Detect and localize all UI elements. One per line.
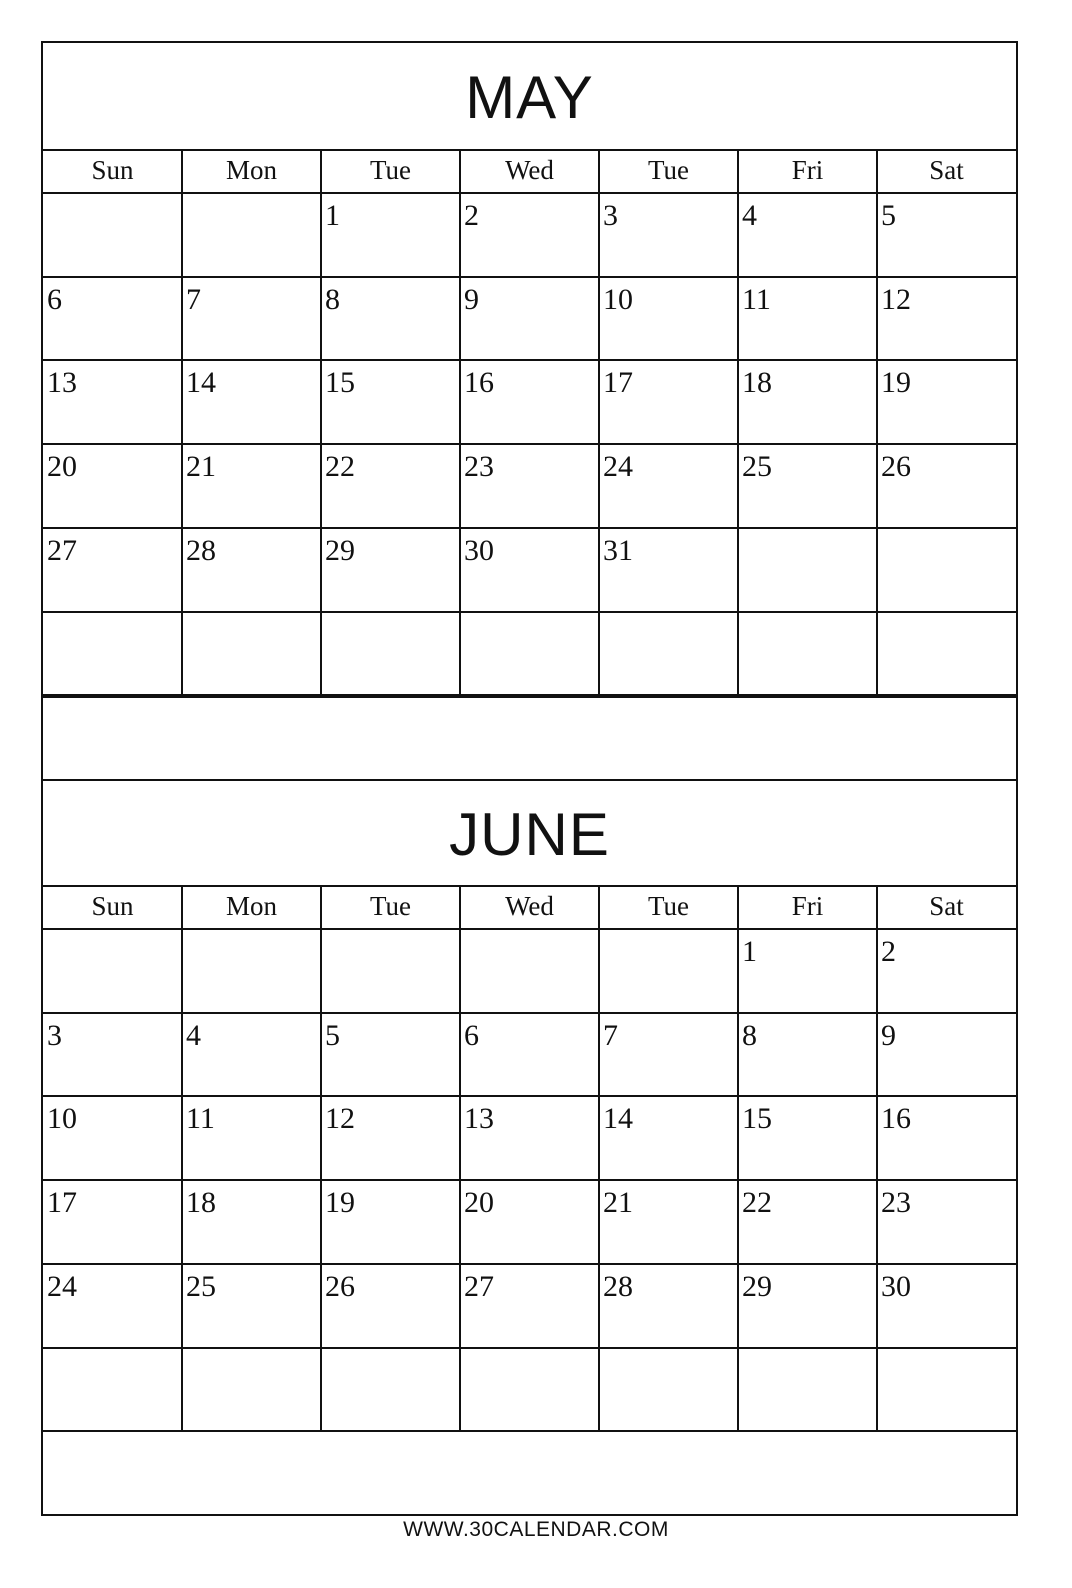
- june-day-cell: 5: [325, 1019, 340, 1052]
- may-day-cell: 17: [603, 366, 633, 399]
- may-day-cell: 19: [881, 366, 911, 399]
- june-weekday-header: Mon: [225, 891, 277, 921]
- may-day-cell: 14: [186, 366, 216, 399]
- may-header-top-line: [43, 149, 1016, 151]
- may-header-bottom-line: [43, 192, 1016, 194]
- june-day-cell: 12: [325, 1102, 355, 1135]
- june-column-line: [737, 885, 739, 1431]
- may-day-cell: 4: [742, 199, 757, 232]
- june-weekday-header: Fri: [791, 891, 824, 921]
- june-column-line: [459, 885, 461, 1431]
- may-day-cell: 30: [464, 534, 494, 567]
- may-day-cell: 15: [325, 366, 355, 399]
- june-day-cell: 27: [464, 1270, 494, 1303]
- june-day-cell: 2: [881, 935, 896, 968]
- june-day-cell: 29: [742, 1270, 772, 1303]
- june-column-line: [320, 885, 322, 1431]
- may-day-cell: 2: [464, 199, 479, 232]
- may-day-cell: 1: [325, 199, 340, 232]
- may-weekday-header: Sun: [91, 155, 134, 185]
- may-day-cell: 26: [881, 450, 911, 483]
- may-weekday-header: Mon: [225, 155, 277, 185]
- june-row-line: [43, 1263, 1016, 1265]
- june-header-top-line: [43, 885, 1016, 887]
- may-grid-bottom-extra: [43, 696, 1016, 698]
- june-day-cell: 20: [464, 1186, 494, 1219]
- june-month-title: JUNE: [449, 801, 610, 868]
- may-day-cell: 18: [742, 366, 772, 399]
- june-day-cell: 26: [325, 1270, 355, 1303]
- may-weekday-header: Fri: [791, 155, 824, 185]
- may-row-line: [43, 527, 1016, 529]
- june-day-cell: 23: [881, 1186, 911, 1219]
- june-header-bottom-line: [43, 928, 1016, 930]
- may-column-line: [598, 149, 600, 695]
- june-day-cell: 6: [464, 1019, 479, 1052]
- june-column-line: [876, 885, 878, 1431]
- may-day-cell: 9: [464, 283, 479, 316]
- calendar-sheet: [41, 41, 1018, 1516]
- may-weekday-header: Sat: [929, 155, 964, 185]
- june-day-cell: 7: [603, 1019, 618, 1052]
- june-row-line: [43, 1179, 1016, 1181]
- may-day-cell: 5: [881, 199, 896, 232]
- june-weekday-header: Tue: [369, 891, 412, 921]
- may-column-line: [181, 149, 183, 695]
- may-day-cell: 10: [603, 283, 633, 316]
- may-column-line: [737, 149, 739, 695]
- may-day-cell: 16: [464, 366, 494, 399]
- june-row-line: [43, 1347, 1016, 1349]
- june-day-cell: 22: [742, 1186, 772, 1219]
- may-day-cell: 3: [603, 199, 618, 232]
- may-day-cell: 6: [47, 283, 62, 316]
- may-day-cell: 11: [742, 283, 771, 316]
- may-day-cell: 31: [603, 534, 633, 567]
- may-day-cell: 8: [325, 283, 340, 316]
- june-day-cell: 21: [603, 1186, 633, 1219]
- june-day-cell: 14: [603, 1102, 633, 1135]
- june-day-cell: 25: [186, 1270, 216, 1303]
- june-day-cell: 13: [464, 1102, 494, 1135]
- may-day-cell: 12: [881, 283, 911, 316]
- may-day-cell: 21: [186, 450, 216, 483]
- june-day-cell: 9: [881, 1019, 896, 1052]
- website-footer: WWW.30CALENDAR.COM: [403, 1518, 669, 1541]
- june-row-line: [43, 1012, 1016, 1014]
- may-column-line: [459, 149, 461, 695]
- may-row-line: [43, 276, 1016, 278]
- june-column-line: [598, 885, 600, 1431]
- june-day-cell: 30: [881, 1270, 911, 1303]
- may-row-line: [43, 359, 1016, 361]
- may-row-line: [43, 443, 1016, 445]
- june-day-cell: 3: [47, 1019, 62, 1052]
- june-row-line: [43, 1095, 1016, 1097]
- june-day-cell: 28: [603, 1270, 633, 1303]
- may-day-cell: 28: [186, 534, 216, 567]
- may-weekday-header: Tue: [647, 155, 690, 185]
- june-column-line: [181, 885, 183, 1431]
- may-day-cell: 27: [47, 534, 77, 567]
- may-month-title: MAY: [465, 64, 594, 131]
- may-day-cell: 25: [742, 450, 772, 483]
- may-weekday-header: Tue: [369, 155, 412, 185]
- june-day-cell: 19: [325, 1186, 355, 1219]
- june-day-cell: 1: [742, 935, 757, 968]
- may-day-cell: 24: [603, 450, 633, 483]
- june-top-divider: [43, 779, 1016, 781]
- june-day-cell: 16: [881, 1102, 911, 1135]
- june-day-cell: 17: [47, 1186, 77, 1219]
- may-row-line: [43, 611, 1016, 613]
- june-day-cell: 11: [186, 1102, 215, 1135]
- may-day-cell: 29: [325, 534, 355, 567]
- june-day-cell: 24: [47, 1270, 77, 1303]
- may-column-line: [320, 149, 322, 695]
- june-day-cell: 10: [47, 1102, 77, 1135]
- may-day-cell: 13: [47, 366, 77, 399]
- may-day-cell: 22: [325, 450, 355, 483]
- june-weekday-header: Tue: [647, 891, 690, 921]
- june-weekday-header: Sat: [929, 891, 964, 921]
- june-day-cell: 18: [186, 1186, 216, 1219]
- may-column-line: [876, 149, 878, 695]
- june-weekday-header: Wed: [505, 891, 554, 921]
- june-day-cell: 4: [186, 1019, 201, 1052]
- may-day-cell: 20: [47, 450, 77, 483]
- may-day-cell: 7: [186, 283, 201, 316]
- may-weekday-header: Wed: [505, 155, 554, 185]
- june-weekday-header: Sun: [91, 891, 134, 921]
- june-row-line: [43, 1430, 1016, 1432]
- june-day-cell: 15: [742, 1102, 772, 1135]
- june-day-cell: 8: [742, 1019, 757, 1052]
- may-day-cell: 23: [464, 450, 494, 483]
